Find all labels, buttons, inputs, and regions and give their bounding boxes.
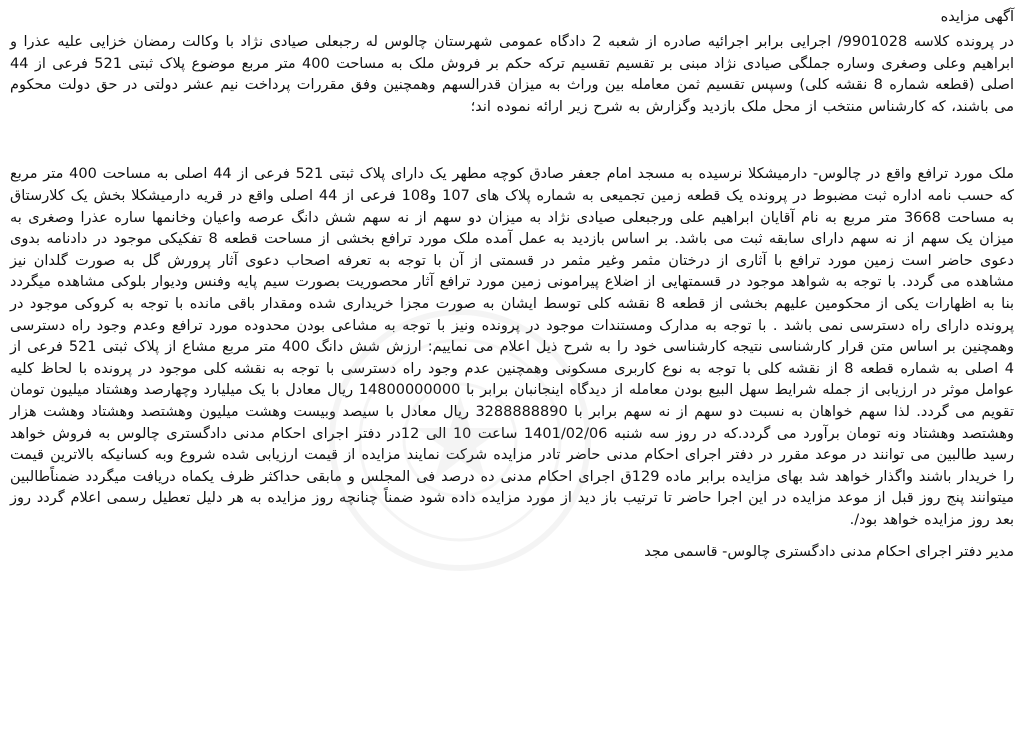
main-paragraph: ملک مورد ترافع واقع در چالوس- دارمیشکلا نرسیده به مسجد امام جعفر صادق کوچه مطهر یک دارای پلاک ثبتی 521 فرعی از 44 اصلی به مساحت 400 متر مربع که حسب نامه اداره ثبت مضبوط در پرونده یک قطعه زمین تجمیعی به شماره پلاک های 107 و108 فرعی از 44 اصلی واقع در قریه دارمیشکلا بخش یک کلارستاق به مساحت 3668 متر مربع به نام آقایان ابراهیم علی ورجبعلی صیادی نژاد به میزان دو سهم از نه سهم شش دانگ عرصه واعیان وخانمها ساره عذرا وصغری به میزان یک سهم از نه سهم دارای سابقه ثبت می باشد. بر اساس بازدید به عمل آمده ملک مورد ترافع بخشی از مساحت قطعه 8 تفکیکی موجود در دادنامه بدوی دعوی حاضر است زمین مورد ترافع با آثاری از درختان مثمر وغیر مثمر در قسمتی از آن با توجه به تعرفه اصحاب دعوی آثار پرورش گل به صورت گلدان نیز مشاهده می گردد. با توجه به شواهد موجود در قسمتهایی از اضلاع پیرامونی زمین مورد ترافع آثار محصوریت بصورت سیم پایه وفنس ودیوار بلوکی مشاهده میگردد بنا به اظهارات یکی از محکومین علیهم بخشی از قطعه 8 نقشه کلی توسط ایشان به صورت مجزا خریداری شده ومقدار باقی مانده با توجه به کروکی موجود در پرونده دارای راه دسترسی نمی باشد . با توجه به مدارک ومستندات موجود در پرونده ونیز با توجه به مشاعی بودن محدوده مورد ترافع وعدم وجود راه دسترسی وهمچنین بر اساس متن قرار کارشناسی نتیجه کارشناسی خود را به شرح ذیل اعلام می نماییم: ارزش شش دانگ 400 متر مربع مشاع از پلاک ثبتی 521 فرعی از 4 اصلی به شماره قطعه 8 از نقشه کلی با توجه به نوع کاربری مسکونی وهمچنین عدم وجود راه دسترسی با توجه به نقشه کلی موجود در پرونده با لحاظ کلیه عوامل موثر در ارزیابی از جمله شرایط سهل البیع بودن معامله از دیدگاه اینجانبان برابر با 14800000000 ریال معادل با یک میلیارد وچهارصد وهشتاد میلیون تومان تقویم می گردد. لذا سهم خواهان به نسبت دو سهم از نه سهم برابر با 3288888890 ریال معادل با سیصد وبیست وهشت میلیون وهشتصد وهشتاد وهشت هزار وهشتصد وهشتاد ونه تومان برآورد می گردد.که در روز سه شنبه 1401/02/06 ساعت 10 الی 12در دفتر اجرای احکام مدنی دادگستری چالوس به فروش خواهد رسید طالبین می توانند در موعد مقرر در دفتر اجرای احکام مدنی حاضر تادر مزایده شرکت نمایند مزایده از قیمت ارزیابی شده شروع وبه کسانیکه بالاترین قیمت را خریدار باشند واگذار خواهد شد بهای مزایده برابر ماده 129ق اجرای احکام مدنی ده درصد فی المجلس و مابقی حداکثر ظرف یکماه دریافت میگردد ضمناًطالبین میتوانند پنج روز قبل از موعد مزایده در این اجرا حاضر تا ترتیب باز دید از مورد مزایده داده شود ضمناً چنانچه روز مزایده به هر دلیل تعطیل رسمی اعلام گردد روز بعد روز مزایده خواهد بود/. <box>10 166 1015 528</box>
signature-line: مدیر دفتر اجرای احکام مدنی دادگستری چالوس- قاسمی مجد <box>644 544 1014 561</box>
notice-title: آگهی مزایده <box>940 9 1014 25</box>
intro-paragraph: در پرونده کلاسه 9901028/ اجرایی برابر اجرائیه صادره از شعبه 2 دادگاه عمومی شهرستان چالوس له رجبعلی صیادی نژاد با وکالت رمضان خزایی علیه عذرا و ابراهیم وعلی وصغری وساره جملگی صیادی نژاد مبنی بر تقسیم تقسیم ترکه حکم بر فروش ملک به مساحت 400 متر مربع موضوع پلاک ثبتی 521 فرعی از 44 اصلی (قطعه شماره 8 نقشه کلی) وسپس تقسیم ثمن معامله بین وراث به میزان قدرالسهم وهمچنین وفق مقررات پرداخت نیم عشر دولتی در حق دولت محکوم می باشند، که کارشناس منتخب از محل ملک بازدید وگزارش به شرح زیر ارائه نموده اند؛ <box>10 34 1015 115</box>
